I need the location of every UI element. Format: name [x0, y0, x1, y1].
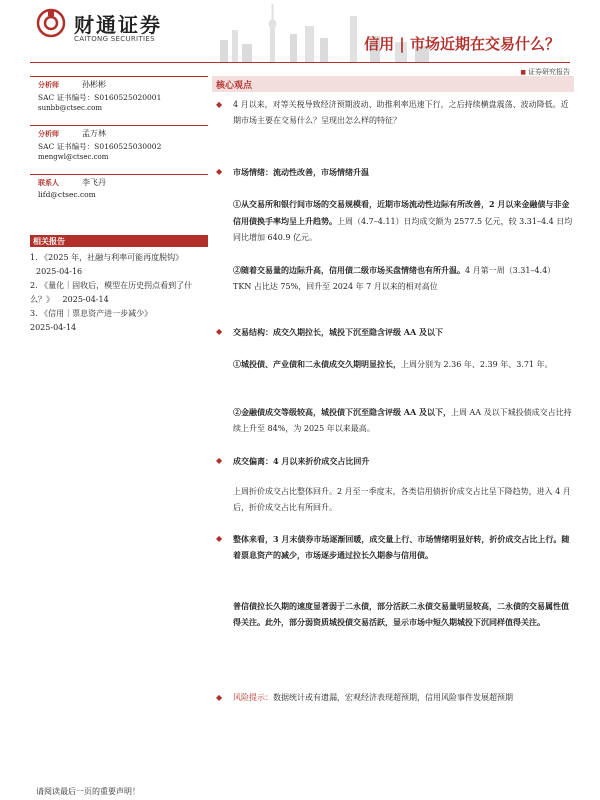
bullet-icon: ◆ [216, 167, 223, 176]
contact-card [30, 175, 208, 215]
deviation-paragraph: 上周折价成交占比整体回升。2 月至一季度末，各类信用债折价成交占比呈下降趋势，进入 4 月后，折价成交占比有所回升。 [233, 487, 571, 512]
footer-disclaimer-note: 请阅读最后一页的重要声明！ [36, 787, 140, 796]
related-report-item[interactable] [30, 307, 210, 335]
intro-paragraph: 4 月以来，对等关税导致经济预期波动、助推利率迅速下行，之后持续横盘震荡、波动降低。近期市场主要在交易什么？呈现出怎么样的特征？ [233, 100, 569, 125]
sentiment-point-2-lead: ②随着交易量的边际升高，信用债二级市场买盘情绪也有所升温。 [233, 265, 465, 275]
structure-point-1-lead: ①城投债、产业债和二永债成交久期明显拉长， [233, 359, 401, 369]
risk-warning [233, 690, 573, 706]
analyst-name: 孟万林 [82, 129, 106, 138]
sentiment-point-1-lead: ①从交易所和银行间市场的交易规模看，近期市场流动性边际有所改善，2 月以来金融债与非金信用债换手率均呈上升趋势。 [233, 199, 570, 226]
section-title-sentiment: 市场情绪：流动性改善，市场情绪升温 [233, 167, 369, 177]
header-divider [30, 62, 570, 63]
related-report-item[interactable] [30, 279, 210, 307]
bullet-icon: ◆ [216, 534, 223, 543]
analyst-panel [30, 76, 208, 215]
bullet-icon: ◆ [216, 327, 223, 336]
bullet-icon: ◆ [216, 100, 223, 109]
structure-point-1-detail: 上周分别为 2.36 年、2.39 年、3.71 年。 [401, 360, 553, 369]
related-reports-list [30, 251, 210, 335]
risk-text: 数据统计或有遗漏，宏观经济表现超预期，信用风险事件发展超预期 [273, 693, 513, 702]
key-points-section [212, 76, 574, 92]
structure-point-2 [233, 404, 573, 437]
section-title-structure: 交易结构：成交久期拉长，城投下沉至隐含评级 AA 及以下 [233, 327, 443, 337]
analyst-card [30, 77, 208, 125]
analyst-card [30, 126, 208, 174]
logo-text-cn: 财通证券 [74, 13, 162, 37]
bullet-icon: ◆ [216, 693, 223, 702]
related-report-title[interactable]: 2. 《量化｜固收后，模型在历史拐点看到了什么？》 [30, 281, 193, 304]
sentiment-point-2-detail: 4 月第一周（3.31–4.4）TKN 占比达 75%，回升至 2024 年 7 月以来的相对高位 [233, 266, 556, 291]
structure-point-2-detail: 上周 AA 及以下城投债成交占比持续上升至 84%，为 2025 年以来最高。 [233, 408, 572, 433]
related-report-date: 2025-04-14 [62, 295, 109, 304]
analyst-email[interactable]: sunbb@ctsec.com [38, 104, 102, 112]
related-report-title[interactable]: 1. 《2025 年，社融与利率可能再度脱钩》 [30, 253, 184, 262]
logo-emblem-icon [36, 8, 66, 38]
related-report-date: 2025-04-16 [36, 267, 83, 276]
analyst-role: 分析师 [38, 129, 59, 138]
bullet-icon: ◆ [216, 456, 223, 465]
contact-role: 联系人 [38, 178, 59, 187]
related-report-item[interactable] [30, 251, 210, 279]
key-points-header: 核心观点 [212, 76, 574, 92]
related-report-title[interactable]: 3. 《信用｜票息资产进一步减少》 [30, 309, 153, 318]
analyst-name: 孙彬彬 [82, 80, 106, 89]
company-logo [36, 8, 186, 48]
sentiment-point-1 [233, 196, 573, 246]
analyst-sac: SAC 证书编号：S0160525030002 [38, 142, 162, 151]
report-title: 信用 | 市场近期在交易什么？ [364, 35, 560, 53]
contact-name: 李飞丹 [82, 178, 106, 187]
structure-point-1 [233, 356, 573, 373]
related-reports-header: 相关报告 [30, 235, 208, 247]
logo-text-en: CAITONG SECURITIES [74, 35, 155, 43]
report-type-label: ■ 证券研究报告 [520, 67, 570, 77]
sentiment-point-2 [233, 262, 573, 295]
contact-email[interactable]: lifd@ctsec.com [38, 190, 96, 199]
related-report-date: 2025-04-14 [30, 323, 77, 332]
observation-paragraph: 普信债拉长久期的速度显著弱于二永债，部分活跃二永债交易量明显较高，二永债的交易属性值得关注。此外，部分弱资质城投债交易活跃，显示市场中短久期城投下沉同样值得关注。 [233, 601, 569, 627]
structure-point-2-lead: ②金融债成交等级较高，城投债下沉至隐含评级 AA 及以下， [233, 407, 451, 417]
analyst-email[interactable]: mengwl@ctsec.com [38, 153, 109, 161]
analyst-sac: SAC 证书编号：S0160525020001 [38, 93, 162, 102]
sentiment-point-1-detail: 上周（4.7–4.11）日均成交额为 2577.5 亿元，较 3.31–4.4 日均同比增加 640.9 亿元。 [233, 217, 573, 242]
analyst-role: 分析师 [38, 80, 59, 89]
risk-label: 风险提示： [233, 693, 273, 702]
summary-paragraph: 整体来看，3 月末债券市场逐渐回暖，成交量上行、市场情绪明显好转，折价成交占比上行。随着票息资产的减少，市场逐步通过拉长久期参与信用债。 [233, 534, 570, 560]
section-title-deviation: 成交偏离：4 月以来折价成交占比回升 [233, 456, 370, 466]
